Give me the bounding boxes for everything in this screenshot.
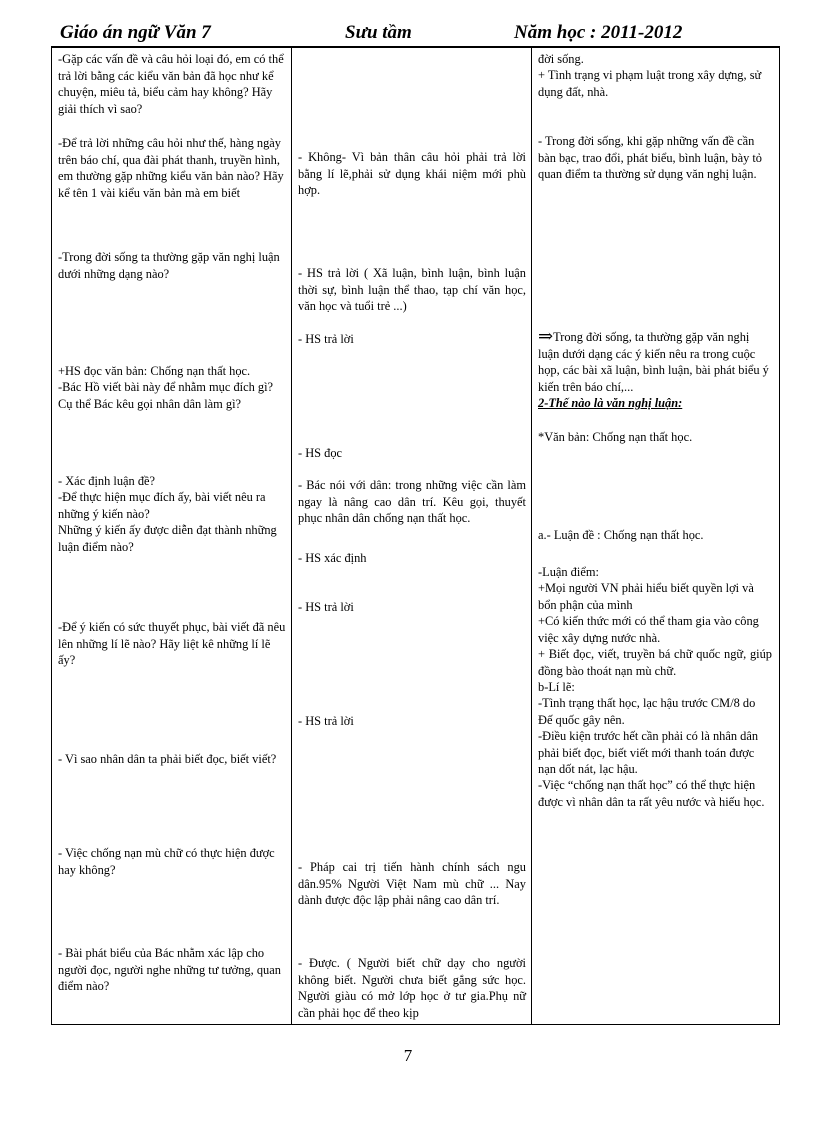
lesson-table [51, 47, 780, 1025]
conclusion-text: Trong đời sống, ta thường gặp văn nghị luận dưới dạng các ý kiến nêu ra trong cuộc họp, các bài xã luận, bình luận, bài phát biểu ý kiến trên báo chí,... [538, 330, 769, 394]
teacher-activity-column [52, 47, 292, 1024]
content-text [538, 326, 772, 395]
content-text: +Có kiến thức mới có thể tham gia vào công việc xây dựng nước nhà. [538, 614, 759, 645]
question: -Bác Hồ viết bài này để nhằm mục đích gì? Cụ thể Bác kêu gọi nhân dân làm gì? [58, 380, 274, 411]
content-text: + Biết đọc, viết, truyền bá chữ quốc ngữ, giúp đồng bào thoát nạn mù chữ. [538, 647, 772, 678]
header-center: Sưu tầm [345, 22, 412, 43]
content-text: đời sống. [538, 52, 584, 66]
question: -Trong đời sống ta thường gặp văn nghị luận dưới những dạng nào? [58, 250, 280, 281]
answer: - HS trả lời ( Xã luận, bình luận, bình luận thời sự, bình luận thể thao, tạp chí văn học, văn học và tuổi trẻ ...) [298, 266, 526, 313]
header-left: Giáo án ngữ Văn 7 [60, 22, 211, 43]
right-arrow-icon: ⇒ [538, 326, 554, 346]
question: +HS đọc văn bản: Chống nạn thất học. [58, 364, 251, 378]
answer: - HS trả lời [298, 600, 354, 614]
content-text: a.- Luận đề : Chống nạn thất học. [538, 528, 704, 542]
question: Những ý kiến ấy được diễn đạt thành những luận điểm nào? [58, 523, 277, 554]
question: - Vì sao nhân dân ta phải biết đọc, biết viết? [58, 752, 277, 766]
content-text: b-Lí lẽ: [538, 680, 575, 694]
question: - Xác định luận đề? [58, 474, 156, 488]
answer: - HS trả lời [298, 332, 354, 346]
page-number: 7 [403, 1046, 413, 1065]
answer: - HS đọc [298, 446, 343, 460]
content-column [532, 47, 779, 1024]
question: -Để trả lời những câu hỏi như thế, hàng ngày trên báo chí, qua đài phát thanh, truyền hình, em thường gặp những kiểu văn bản nào? Hãy kể tên 1 vài kiểu văn bản mà em biết [58, 136, 284, 200]
answer: - Được. ( Người biết chữ dạy cho người không biết. Người chưa biết gắng sức học. Người giàu có mở lớp học ở tư gia.Phụ nữ cần phải học để theo kịp [298, 956, 526, 1020]
content-text: - Trong đời sống, khi gặp những vấn đề cần bàn bạc, trao đổi, phát biểu, bình luận, bày tỏ quan điểm ta thường sử dụng văn nghị luận. [538, 134, 763, 181]
question: -Gặp các vấn đề và câu hỏi loại đó, em có thể trả lời bằng các kiểu văn bản đã học như kể chuyện, miêu tả, biểu cảm hay không? Hãy giải thích vì sao? [58, 52, 284, 116]
content-text: -Tình trạng thất học, lạc hậu trước CM/8 do Đế quốc gây nên. [538, 696, 756, 727]
answer: - Pháp cai trị tiến hành chính sách ngu dân.95% Người Việt Nam mù chữ ... Nay dành được độc lập phải nâng cao dân trí. [298, 860, 526, 907]
content-text: -Điều kiện trước hết cần phải có là nhân dân phải biết đọc, biết viết mới thanh toán được nạn dốt nát, lạc hậu. [538, 729, 759, 776]
content-text: +Mọi người VN phải hiểu biết quyền lợi và bổn phận của mình [538, 581, 754, 612]
content-text: -Luận điểm: [538, 565, 599, 579]
content-text: + Tình trạng vi phạm luật trong xây dựng, sử dụng đất, nhà. [538, 68, 762, 99]
content-text: -Việc “chống nạn thất học” có thể thực hiện được vì nhân dân ta rất yêu nước và hiếu học. [538, 778, 765, 809]
page-header [58, 18, 778, 46]
answer: - HS xác định [298, 551, 367, 565]
answer: - Bác nói với dân: trong những việc cần làm ngay là nâng cao dân trí. Kêu gọi, thuyết phục nhân dân chống nạn thất học. [298, 478, 526, 525]
header-right: Năm học : 2011-2012 [514, 22, 683, 43]
content-text: *Văn bản: Chống nạn thất học. [538, 430, 693, 444]
student-activity-column [292, 47, 532, 1024]
answer: - Không- Vì bản thân câu hỏi phải trả lời bằng lí lẽ,phải sử dụng khái niệm mới phù hợp. [298, 150, 526, 197]
question: - Bài phát biểu của Bác nhằm xác lập cho người đọc, người nghe những tư tưởng, quan điểm nào? [58, 946, 281, 993]
answer: - HS trả lời [298, 714, 354, 728]
question: -Để thực hiện mục đích ấy, bài viết nêu ra những ý kiến nào? [58, 490, 266, 521]
section-heading: 2-Thế nào là văn nghị luận: [538, 396, 683, 410]
question: -Để ý kiến có sức thuyết phục, bài viết đã nêu lên những lí lẽ nào? Hãy liệt kê những lí lẽ ấy? [58, 620, 286, 667]
question: - Việc chống nạn mù chữ có thực hiện được hay không? [58, 846, 275, 877]
